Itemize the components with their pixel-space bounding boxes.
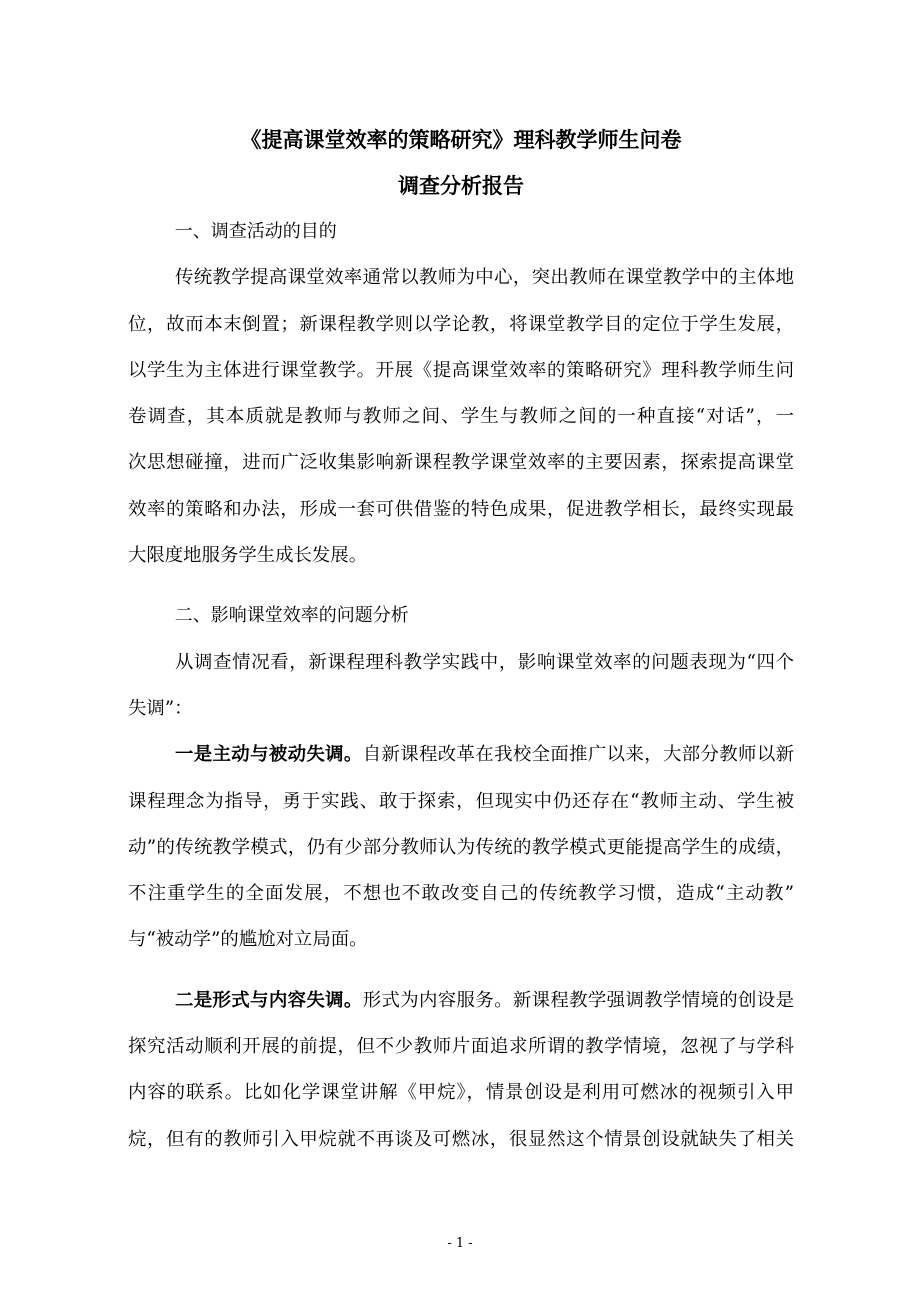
paragraph-line xyxy=(128,871,794,917)
line-text: 形式为内容服务。新课程教学强调教学情境的创设是 xyxy=(362,989,794,1011)
line-text: 与“被动学”的尴尬对立局面。 xyxy=(128,929,368,951)
paragraph xyxy=(128,640,794,733)
paragraph-line xyxy=(128,1024,794,1070)
section-heading: 一、调查活动的目的 xyxy=(174,221,337,242)
document-body xyxy=(128,209,794,1163)
paragraph-line xyxy=(128,825,794,871)
section-heading: 二、影响课堂效率的问题分析 xyxy=(174,605,409,627)
line-text: 大限度地服务学生成长发展。 xyxy=(128,545,368,567)
paragraph-lead-bold: 二是形式与内容失调。 xyxy=(175,989,363,1011)
document-title: 《提高课堂效率的策略研究》理科教学师生问卷 xyxy=(240,128,682,152)
paragraph-line xyxy=(128,440,794,486)
line-text: 卷调查，其本质就是教师与教师之间、学生与教师之间的一种直接“对话”，一 xyxy=(128,406,794,428)
paragraph-lead-bold: 一是主动与被动失调。 xyxy=(175,744,363,766)
line-text: 从调查情况看，新课程理科教学实践中，影响课堂效率的问题表现为“四个 xyxy=(175,651,794,673)
paragraph-line xyxy=(128,533,794,579)
paragraph-line xyxy=(128,1117,794,1163)
line-text: 传统教学提高课堂效率通常以教师为中心，突出教师在课堂教学中的主体地 xyxy=(175,267,794,289)
paragraph xyxy=(128,732,794,963)
paragraph-line xyxy=(128,640,794,686)
paragraph-line xyxy=(128,348,794,394)
line-text: 效率的策略和办法，形成一套可供借鉴的特色成果，促进教学相长，最终实现最 xyxy=(128,498,794,520)
line-text: 课程理念为指导，勇于实践、敢于探索，但现实中仍还存在“教师主动、学生被 xyxy=(128,790,794,812)
line-text: 以学生为主体进行课堂教学。开展《提高课堂效率的策略研究》理科教学师生问 xyxy=(128,359,794,381)
paragraph-line xyxy=(128,255,794,301)
line-text: 烷，但有的教师引入甲烷就不再谈及可燃冰，很显然这个情景创设就缺失了相关 xyxy=(128,1128,794,1150)
paragraph-line xyxy=(128,394,794,440)
line-text: 自新课程改革在我校全面推广以来，大部分教师以新 xyxy=(362,744,794,766)
paragraph xyxy=(128,255,794,579)
page-number: - 1 - xyxy=(447,1236,473,1251)
line-text: 失调”： xyxy=(128,697,193,719)
paragraph-line xyxy=(128,302,794,348)
paragraph-line xyxy=(128,686,794,732)
line-text: 探究活动顺利开展的前提，但不少教师片面追求所谓的教学情境，忽视了与学科 xyxy=(128,1036,794,1058)
paragraph-line xyxy=(128,1070,794,1116)
paragraph-line xyxy=(128,732,794,778)
paragraph-line xyxy=(128,779,794,825)
line-text: 不注重学生的全面发展，不想也不敢改变自己的传统教学习惯，造成“主动教” xyxy=(128,883,794,905)
line-text: 位，故而本末倒置；新课程教学则以学论教，将课堂教学目的定位于学生发展， xyxy=(128,313,794,335)
document-subtitle: 调查分析报告 xyxy=(398,174,524,198)
paragraph xyxy=(128,978,794,1163)
line-text: 内容的联系。比如化学课堂讲解《甲烷》，情景创设是利用可燃冰的视频引入甲 xyxy=(128,1082,794,1104)
paragraph-line xyxy=(128,978,794,1024)
line-text: 动”的传统教学模式，仍有少部分教师认为传统的教学模式更能提高学生的成绩， xyxy=(128,836,794,858)
document-page xyxy=(128,117,794,1163)
paragraph-line xyxy=(128,917,794,963)
paragraph-line xyxy=(128,487,794,533)
line-text: 次思想碰撞，进而广泛收集影响新课程教学课堂效率的主要因素，探索提高课堂 xyxy=(128,452,794,474)
